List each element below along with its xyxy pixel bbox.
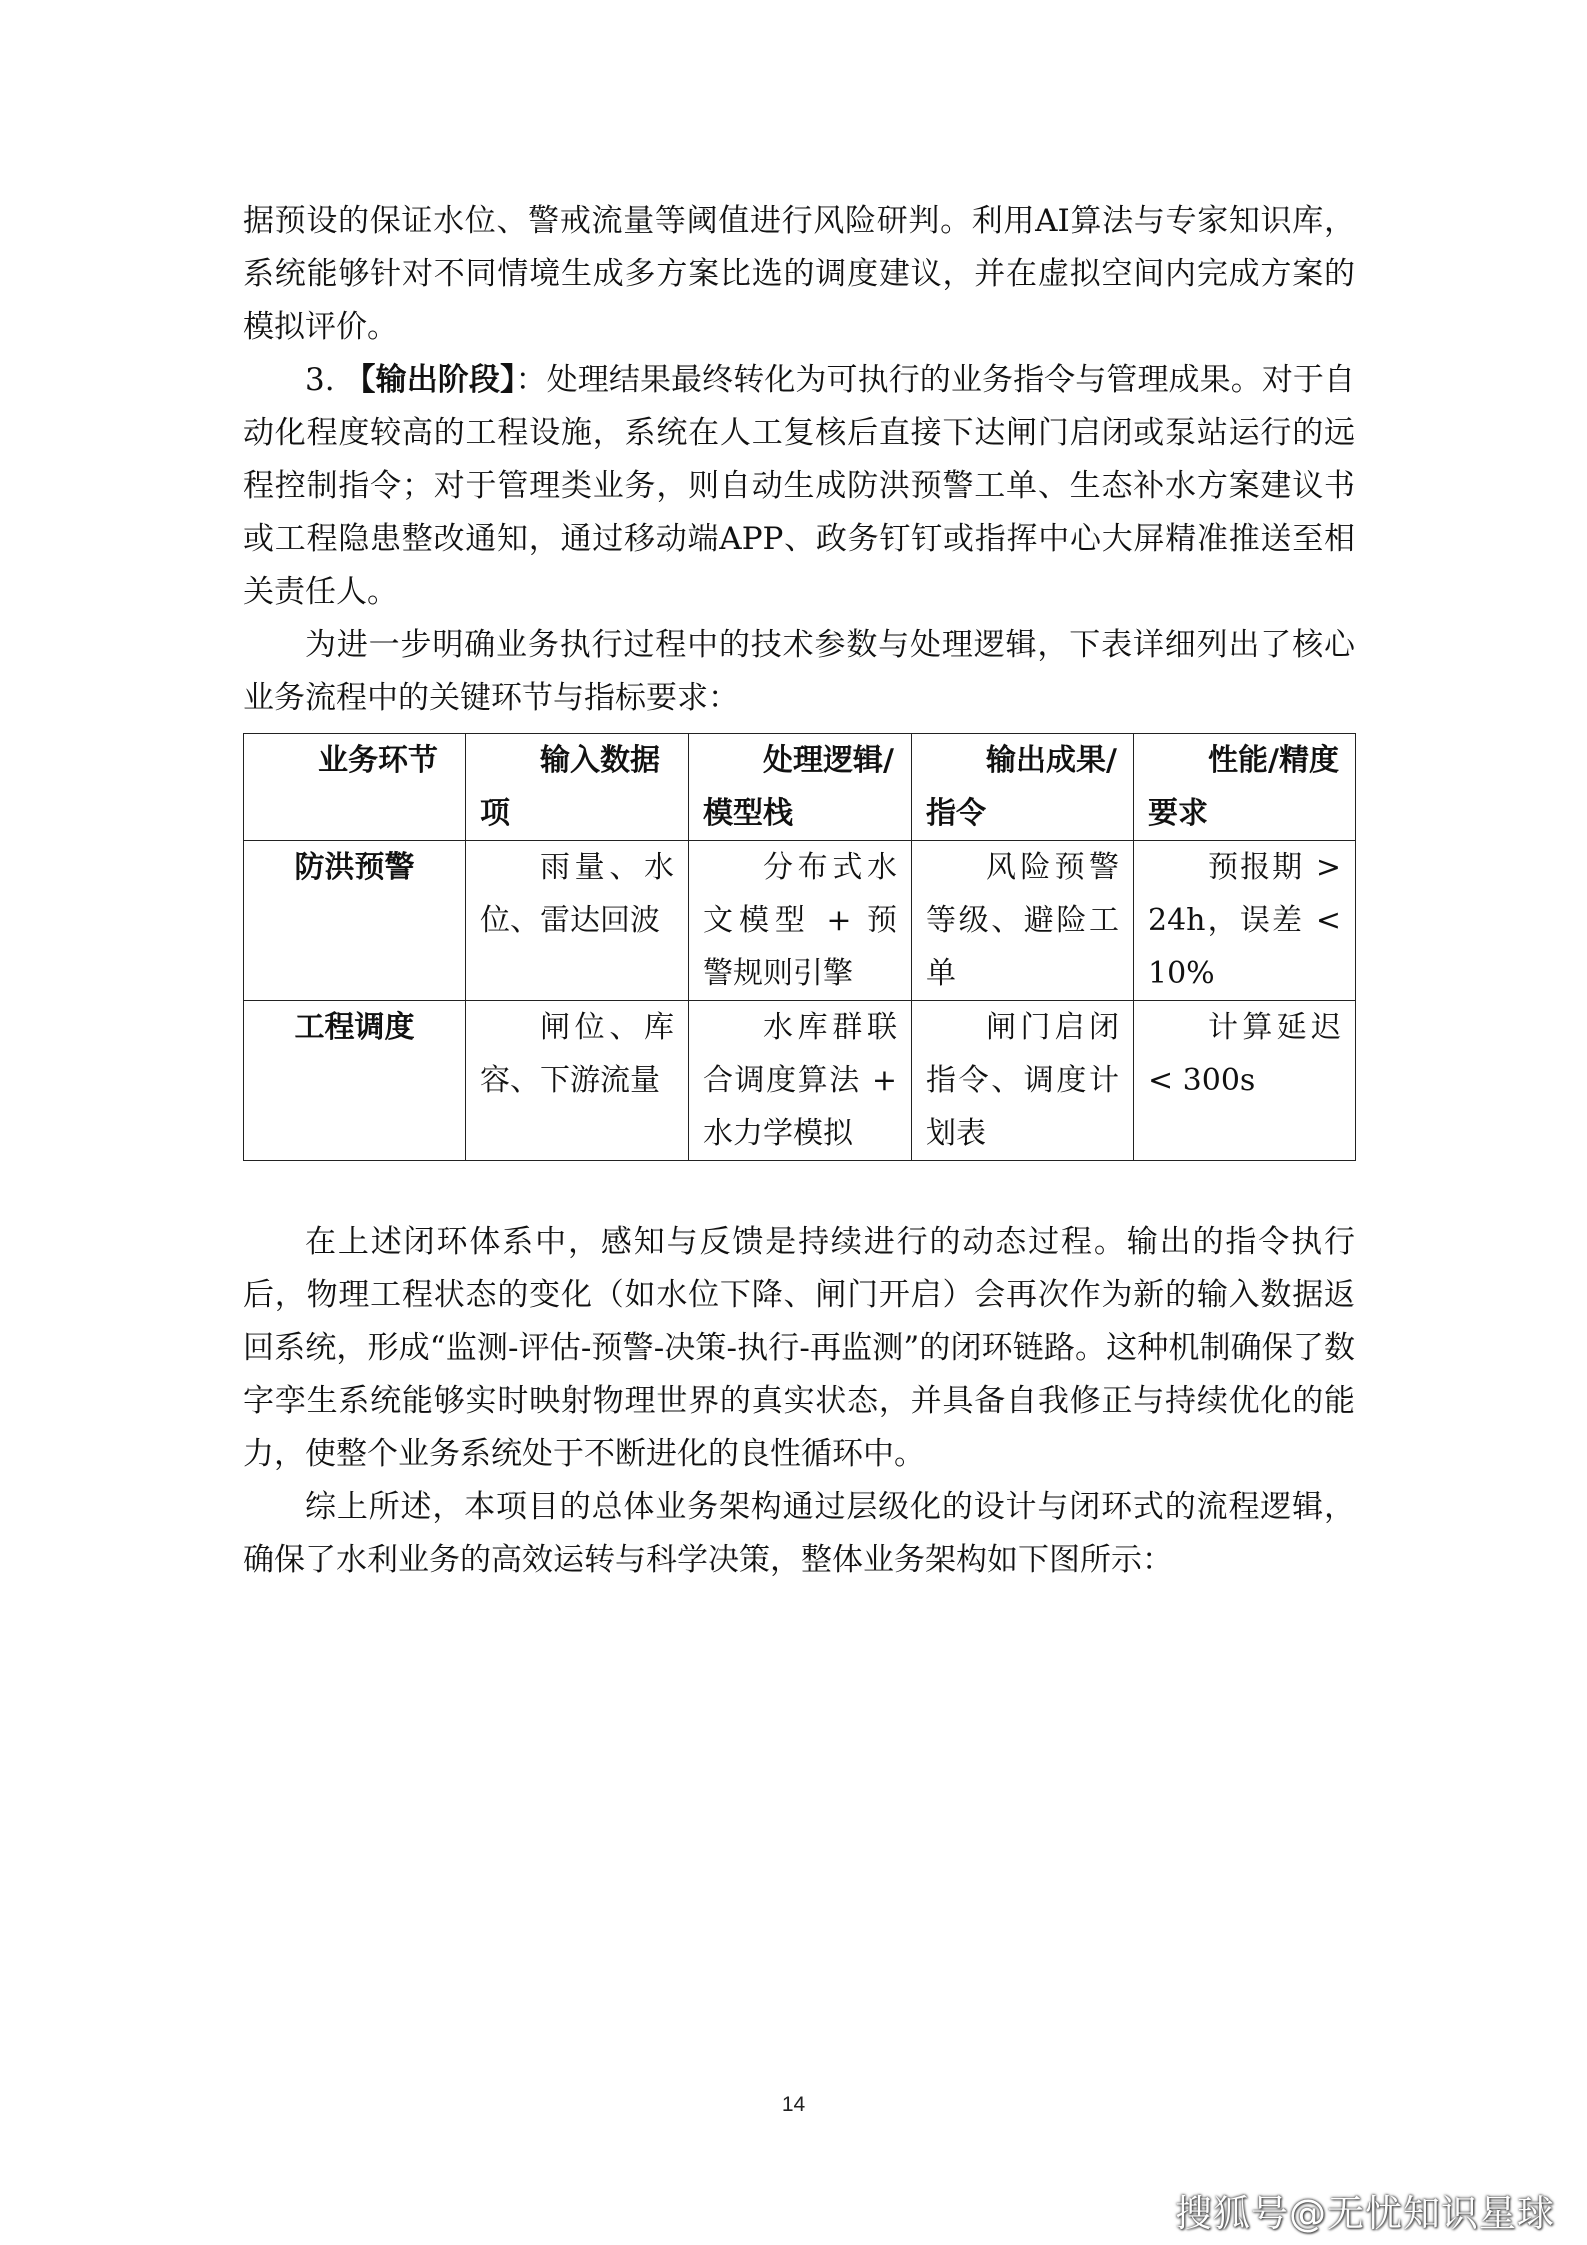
cell-input: 雨量、水位、雷达回波 [466, 841, 689, 1001]
cell-performance: 预报期 > 24h，误差 < 10% [1134, 841, 1356, 1001]
watermark: 搜狐号@无忧知识星球 [1175, 2192, 1555, 2235]
output-stage-number: 3. [305, 362, 345, 398]
cell-logic: 分布式水文模型 + 预警规则引擎 [689, 841, 912, 1001]
table-row [244, 1001, 1356, 1161]
cell-output: 风险预警等级、避险工单 [912, 841, 1134, 1001]
paragraph-output-stage [243, 354, 1355, 619]
cell-logic: 水库群联合调度算法 + 水力学模拟 [689, 1001, 912, 1161]
paragraph-summary: 综上所述，本项目的总体业务架构通过层级化的设计与闭环式的流程逻辑，确保了水利业务的高效运转与科学决策，整体业务架构如下图所示： [243, 1489, 1355, 1578]
page-number: 14 [781, 2093, 806, 2116]
business-process-table [243, 733, 1356, 1161]
cell-output: 闸门启闭指令、调度计划表 [912, 1001, 1134, 1161]
header-processing-logic: 处理逻辑/模型栈 [689, 734, 912, 841]
header-business-stage: 业务环节 [244, 734, 466, 841]
header-performance: 性能/精度要求 [1134, 734, 1356, 841]
table-header-row [244, 734, 1356, 841]
cell-input: 闸位、库容、下游流量 [466, 1001, 689, 1161]
cell-stage: 工程调度 [244, 1001, 466, 1161]
output-stage-body: ：处理结果最终转化为可执行的业务指令与管理成果。对于自动化程度较高的工程设施，系统在人工复核后直接下达闸门启闭或泵站运行的远程控制指令；对于管理类业务，则自动生成防洪预警工单、生态补水方案建议书或工程隐患整改通知，通过移动端APP、政务钉钉或指挥中心大屏精准推送至相关责任人。 [243, 362, 1356, 610]
cell-performance: 计算延迟 < 300s [1134, 1001, 1356, 1161]
output-stage-label: 【输出阶段】 [344, 362, 516, 398]
cell-stage: 防洪预警 [244, 841, 466, 1001]
paragraph-closed-loop: 在上述闭环体系中，感知与反馈是持续进行的动态过程。输出的指令执行后，物理工程状态的变化（如水位下降、闸门开启）会再次作为新的输入数据返回系统，形成“监测-评估-预警-决策-执行-再监测”的闭环链路。这种机制确保了数字孪生系统能够实时映射物理世界的真实状态，并具备自我修正与持续优化的能力，使整个业务系统处于不断进化的良性循环中。 [243, 1224, 1355, 1472]
spacer [243, 1161, 1355, 1216]
document-page [243, 195, 1355, 1587]
paragraph-risk-assessment: 据预设的保证水位、警戒流量等阈值进行风险研判。利用AI算法与专家知识库，系统能够针对不同情境生成多方案比选的调度建议，并在虚拟空间内完成方案的模拟评价。 [243, 203, 1355, 345]
table-row [244, 841, 1356, 1001]
header-input-data: 输入数据项 [466, 734, 689, 841]
header-output-result: 输出成果/指令 [912, 734, 1134, 841]
paragraph-table-intro: 为进一步明确业务执行过程中的技术参数与处理逻辑，下表详细列出了核心业务流程中的关键环节与指标要求： [243, 627, 1355, 716]
